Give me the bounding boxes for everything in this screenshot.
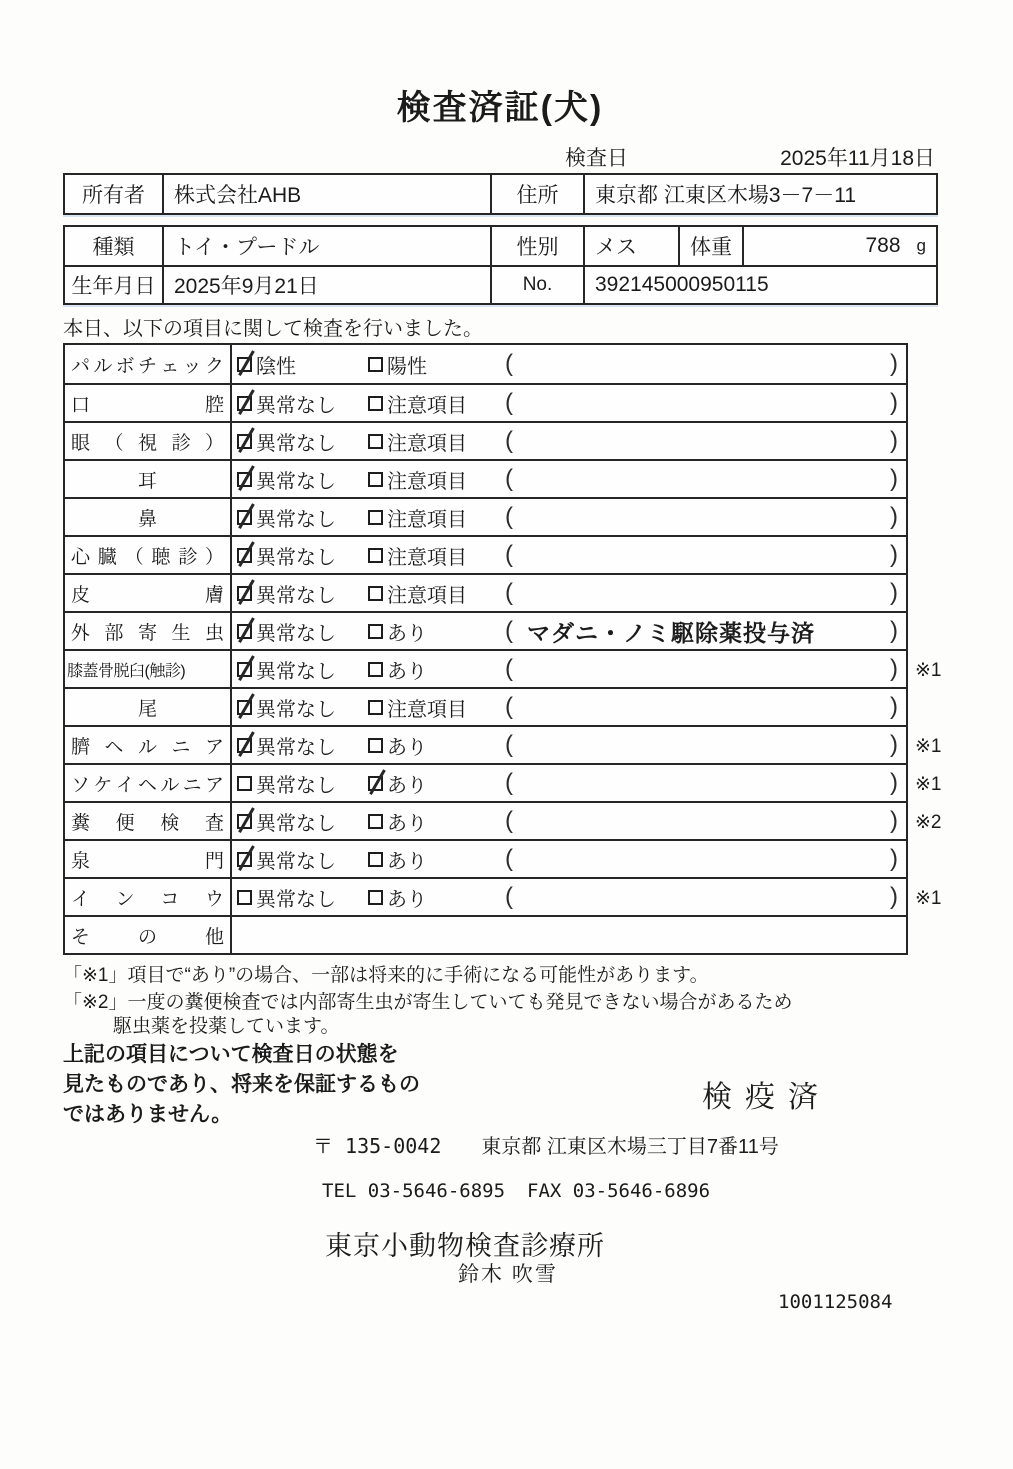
exam-row	[65, 687, 906, 725]
paren-close: )	[890, 389, 898, 416]
footnote-ref-mark: ※1	[915, 736, 942, 757]
exam-option-label: あり	[387, 888, 427, 911]
exam-option	[368, 769, 505, 798]
exam-option	[237, 731, 368, 760]
exam-row	[65, 573, 906, 611]
exam-row	[65, 725, 942, 763]
exam-row	[65, 877, 942, 915]
footnote-ref-mark: ※1	[915, 888, 942, 909]
fax-number: FAX 03-5646-6896	[527, 1180, 711, 1202]
exam-option	[368, 427, 505, 456]
exam-option	[237, 579, 368, 608]
exam-row	[65, 839, 906, 877]
checked-checkbox-icon	[237, 548, 252, 563]
exam-row-label: 外 部 寄 生 虫	[65, 613, 232, 649]
paren-open: (	[505, 427, 513, 454]
paren-open: (	[505, 503, 513, 530]
exam-option-label: あり	[387, 660, 427, 683]
info-table	[63, 225, 938, 305]
checked-checkbox-icon	[237, 814, 252, 829]
exam-row-label: 口 腔	[65, 385, 232, 421]
paren-open: (	[505, 350, 513, 377]
exam-row-label: 皮 膚	[65, 575, 232, 611]
breed-row	[65, 227, 936, 265]
exam-option	[368, 807, 505, 836]
exam-row-content	[232, 423, 906, 459]
exam-row-content	[232, 499, 906, 535]
unchecked-checkbox-icon	[368, 396, 383, 411]
exam-option-label: 注意項目	[387, 698, 467, 721]
unchecked-checkbox-icon	[368, 662, 383, 677]
unchecked-checkbox-icon	[368, 548, 383, 563]
disclaimer-line-2: 見たものであり、将来を保証するもの	[63, 1073, 420, 1096]
exam-row	[65, 497, 906, 535]
weight-value	[744, 227, 936, 265]
checked-checkbox-icon	[237, 510, 252, 525]
owner-row	[65, 175, 936, 213]
exam-option	[368, 389, 505, 418]
paren-open: (	[505, 579, 513, 606]
exam-row-content	[232, 727, 906, 763]
serial-number: 1001125084	[778, 1291, 893, 1313]
exam-row-content	[232, 651, 906, 687]
paren-open: (	[505, 807, 513, 834]
exam-option-label: 注意項目	[387, 394, 467, 417]
footnote-1: 「※1」項目で“あり”の場合、一部は将来的に手術になる可能性があります。	[63, 965, 709, 986]
unchecked-checkbox-icon	[368, 738, 383, 753]
exam-option-label: あり	[387, 736, 427, 759]
exam-option-label: 異常なし	[256, 470, 336, 493]
checked-checkbox-icon	[237, 357, 252, 372]
exam-option-label: 異常なし	[256, 622, 336, 645]
weight-number: 788	[865, 234, 901, 257]
exam-option	[368, 883, 505, 912]
paren-close: )	[890, 579, 898, 606]
paren-content: マダニ・ノミ駆除薬投与済	[527, 619, 815, 646]
exam-row-label: パ ル ボ チ ェ ッ ク	[65, 345, 232, 383]
exam-row-content	[232, 537, 906, 573]
paren-close: )	[890, 769, 898, 796]
exam-row-label: 眼 （ 視 診 ）	[65, 423, 232, 459]
unchecked-checkbox-icon	[368, 890, 383, 905]
exam-row	[65, 535, 906, 573]
paren-close: )	[890, 427, 898, 454]
exam-option-label: 異常なし	[256, 508, 336, 531]
exam-option-label: 異常なし	[256, 812, 336, 835]
weight-unit: g	[916, 236, 926, 255]
quarantine-stamp: 検疫済	[702, 1081, 831, 1114]
exam-option	[237, 655, 368, 684]
birth-value: 2025年9月21日	[164, 267, 492, 303]
sex-value: メス	[585, 227, 680, 265]
exam-row-label: 鼻	[65, 499, 232, 535]
exam-row	[65, 801, 942, 839]
paren-open: (	[505, 693, 513, 720]
exam-option	[368, 579, 505, 608]
exam-option	[368, 617, 505, 646]
exam-option-label: 異常なし	[256, 888, 336, 911]
inspection-date-label: 検査日	[565, 147, 628, 170]
disclaimer-text	[63, 1040, 420, 1130]
exam-option	[237, 427, 368, 456]
unchecked-checkbox-icon	[368, 434, 383, 449]
exam-option	[237, 465, 368, 494]
exam-option-label: 注意項目	[387, 546, 467, 569]
unchecked-checkbox-icon	[368, 510, 383, 525]
paren-close: )	[890, 883, 898, 910]
paren-close: )	[890, 617, 898, 644]
intro-text: 本日、以下の項目に関して検査を行いました。	[63, 318, 483, 340]
exam-option-label: あり	[387, 774, 427, 797]
exam-row	[65, 611, 906, 649]
paren-open: (	[505, 883, 513, 910]
exam-row-content	[232, 613, 906, 649]
exam-option-label: 異常なし	[256, 660, 336, 683]
exam-option	[368, 655, 505, 684]
paren-close: )	[890, 465, 898, 492]
checked-checkbox-icon	[237, 396, 252, 411]
paren-close: )	[890, 655, 898, 682]
exam-option	[237, 845, 368, 874]
unchecked-checkbox-icon	[368, 852, 383, 867]
exam-row-label: 糞 便 検 査	[65, 803, 232, 839]
veterinarian-name: 鈴木 吹雪	[458, 1263, 558, 1286]
checked-checkbox-icon	[237, 700, 252, 715]
birth-row	[65, 265, 936, 303]
page-title: 検査済証(犬)	[396, 89, 604, 127]
exam-row-content	[232, 689, 906, 725]
checked-checkbox-icon	[237, 662, 252, 677]
footnote-ref-mark: ※2	[915, 812, 942, 833]
exam-option	[368, 465, 505, 494]
exam-option-label: 異常なし	[256, 584, 336, 607]
footnote-2-continued: 駆虫薬を投薬しています。	[113, 1016, 340, 1037]
disclaimer-line-3: ではありません。	[63, 1103, 233, 1126]
paren-close: )	[890, 541, 898, 568]
exam-option	[237, 389, 368, 418]
unchecked-checkbox-icon	[368, 700, 383, 715]
no-label: No.	[492, 267, 585, 303]
exam-option	[237, 617, 368, 646]
disclaimer-line-1: 上記の項目について検査日の状態を	[63, 1043, 399, 1066]
tel-number: TEL 03-5646-6895	[322, 1180, 506, 1202]
exam-option	[237, 693, 368, 722]
exam-row-label: 泉 門	[65, 841, 232, 877]
exam-option-label: あり	[387, 850, 427, 873]
clinic-address: 東京都 江東区木場三丁目7番11号	[481, 1136, 779, 1158]
exam-row-label: ソ ケ イ ヘ ル ニ ア	[65, 765, 232, 801]
clinic-name: 東京小動物検査診療所	[325, 1231, 605, 1261]
exam-row-label: 耳	[65, 461, 232, 497]
exam-row-label: 膝蓋骨脱臼(触診)	[65, 651, 232, 687]
checked-checkbox-icon	[237, 852, 252, 867]
exam-option-label: 異常なし	[256, 736, 336, 759]
exam-row	[65, 345, 906, 383]
checked-checkbox-icon	[368, 776, 383, 791]
breed-value: トイ・プードル	[164, 227, 492, 265]
address-value: 東京都 江東区木場3－7－11	[595, 184, 856, 207]
birth-label: 生年月日	[65, 267, 164, 303]
unchecked-checkbox-icon	[237, 890, 252, 905]
exam-row-label: 尾	[65, 689, 232, 725]
exam-row-content	[232, 917, 906, 953]
exam-option	[368, 350, 505, 379]
checked-checkbox-icon	[237, 624, 252, 639]
exam-row-label: そ の 他	[65, 917, 232, 953]
exam-row	[65, 649, 942, 687]
postal-code: 〒 135-0042	[313, 1134, 442, 1158]
exam-option	[368, 693, 505, 722]
exam-option-label: 異常なし	[256, 546, 336, 569]
exam-option-label: 注意項目	[387, 470, 467, 493]
unchecked-checkbox-icon	[368, 586, 383, 601]
exam-option-label: 異常なし	[256, 774, 336, 797]
exam-row-content	[232, 879, 906, 915]
exam-option-label: 注意項目	[387, 584, 467, 607]
exam-option	[237, 503, 368, 532]
exam-option	[368, 731, 505, 760]
weight-label: 体重	[680, 227, 744, 265]
clinic-postal-address	[313, 1130, 779, 1159]
exam-option	[237, 769, 368, 798]
paren-close: )	[890, 503, 898, 530]
exam-option-label: あり	[387, 812, 427, 835]
exam-row	[65, 459, 906, 497]
exam-row	[65, 915, 906, 953]
paren-close: )	[890, 693, 898, 720]
paren-open: (	[505, 617, 513, 644]
exam-option-label: 注意項目	[387, 432, 467, 455]
paren-close: )	[890, 350, 898, 377]
exam-option	[237, 807, 368, 836]
paren-open: (	[505, 731, 513, 758]
exam-option	[368, 503, 505, 532]
exam-option	[237, 350, 368, 379]
paren-open: (	[505, 389, 513, 416]
exam-row-label: 臍 ヘ ル ニ ア	[65, 727, 232, 763]
checked-checkbox-icon	[237, 434, 252, 449]
unchecked-checkbox-icon	[368, 814, 383, 829]
exam-row-label: イ ン コ ウ	[65, 879, 232, 915]
exam-option-label: 異常なし	[256, 698, 336, 721]
unchecked-checkbox-icon	[368, 357, 383, 372]
paren-close: )	[890, 807, 898, 834]
exam-row-content	[232, 575, 906, 611]
exam-option	[237, 541, 368, 570]
owner-value: 株式会社AHB	[164, 175, 492, 213]
exam-option	[368, 845, 505, 874]
unchecked-checkbox-icon	[237, 776, 252, 791]
paren-close: )	[890, 731, 898, 758]
owner-label: 所有者	[65, 175, 164, 213]
footnote-ref-mark: ※1	[915, 774, 942, 795]
paren-open: (	[505, 845, 513, 872]
clinic-tel-fax	[322, 1180, 710, 1202]
exam-row-content	[232, 345, 906, 383]
exam-row-content	[232, 765, 906, 801]
unchecked-checkbox-icon	[368, 472, 383, 487]
sex-label: 性別	[492, 227, 585, 265]
exam-option	[368, 541, 505, 570]
exam-row	[65, 421, 906, 459]
exam-row	[65, 383, 906, 421]
address-label: 住所	[492, 175, 585, 213]
exam-row-content	[232, 385, 906, 421]
footnote-ref-mark: ※1	[915, 660, 942, 681]
exam-table	[63, 343, 942, 955]
exam-row	[65, 763, 942, 801]
exam-option-label: 異常なし	[256, 394, 336, 417]
paren-open: (	[505, 655, 513, 682]
exam-row-content	[232, 803, 906, 839]
paren-open: (	[505, 465, 513, 492]
checked-checkbox-icon	[237, 472, 252, 487]
exam-option-label: あり	[387, 622, 427, 645]
checked-checkbox-icon	[237, 586, 252, 601]
paren-open: (	[505, 769, 513, 796]
paren-open: (	[505, 541, 513, 568]
breed-label: 種類	[65, 227, 164, 265]
paren-close: )	[890, 845, 898, 872]
exam-row-content	[232, 461, 906, 497]
exam-option-label: 異常なし	[256, 850, 336, 873]
owner-table	[63, 173, 938, 215]
no-value: 392145000950115	[595, 273, 769, 296]
exam-option-label: 注意項目	[387, 508, 467, 531]
exam-option	[237, 883, 368, 912]
exam-option-label: 陰性	[256, 355, 296, 378]
exam-row-label: 心 臓 （ 聴 診 ）	[65, 537, 232, 573]
exam-option-label: 異常なし	[256, 432, 336, 455]
checked-checkbox-icon	[237, 738, 252, 753]
inspection-date-value: 2025年11月18日	[780, 147, 935, 170]
exam-option-label: 陽性	[387, 355, 427, 378]
unchecked-checkbox-icon	[368, 624, 383, 639]
footnote-2: 「※2」一度の糞便検査では内部寄生虫が寄生していても発見できない場合があるため	[63, 992, 793, 1013]
exam-row-content	[232, 841, 906, 877]
